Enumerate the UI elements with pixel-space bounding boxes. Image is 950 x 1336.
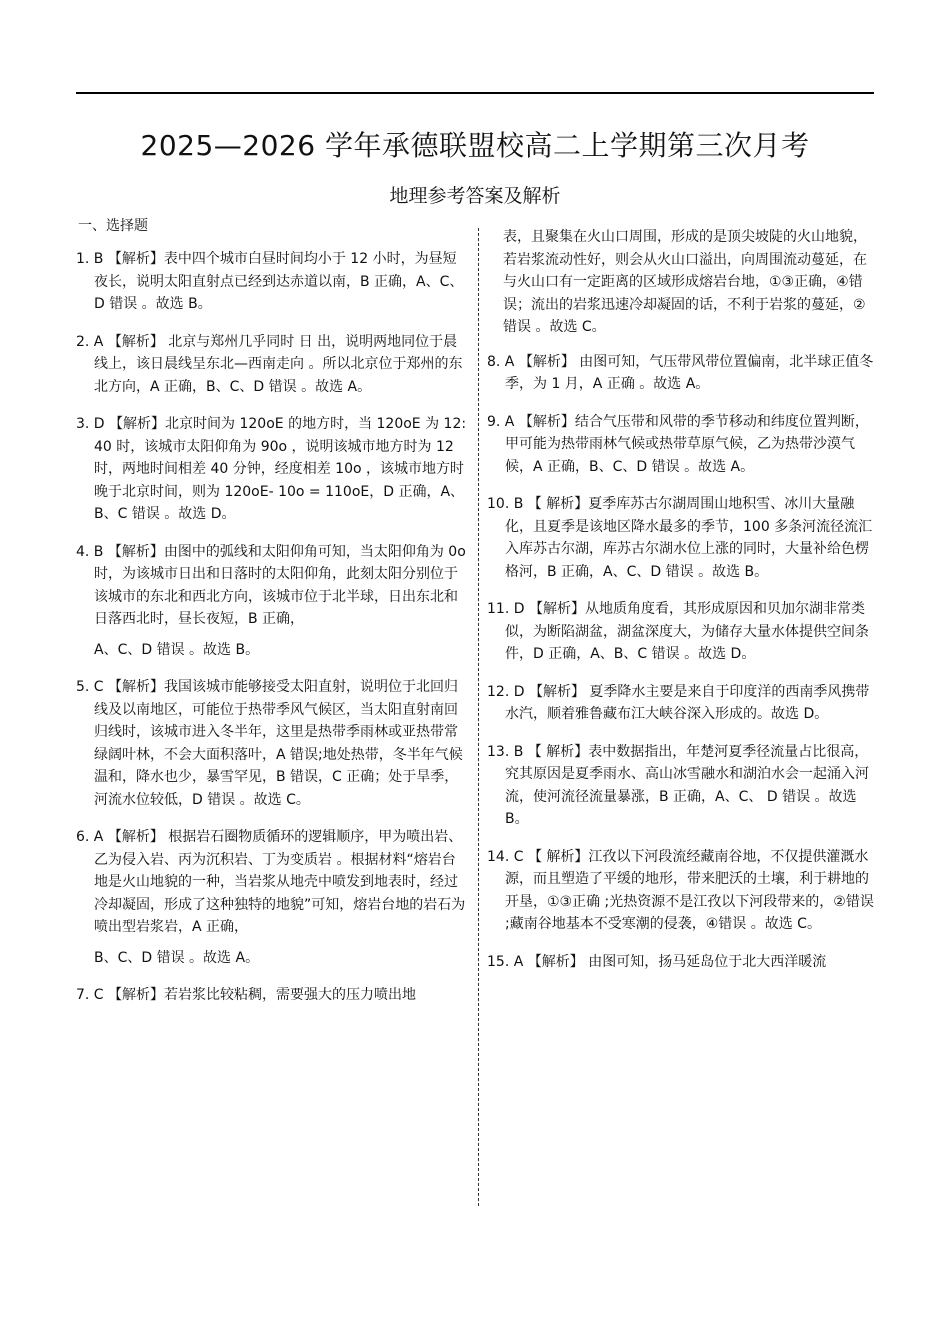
page-title: 2025—2026 学年承德联盟校高二上学期第三次月考 [140, 129, 810, 162]
answer-item-15: 15. A 【解析】 由图可知，扬马延岛位于北大西洋暖流 [487, 953, 827, 970]
answer-item-6: 6. A 【解析】 根据岩石圈物质循环的逻辑顺序，甲为喷出岩、乙为侵入岩、丙为沉积岩、丁为变质岩 。根据材料“熔岩台地是火山地貌的一种，当岩浆从地壳中喷发到地表时，经过冷却凝固，形成了这种独特的地貌”可知，熔岩台地的岩石为喷出型岩浆岩，A 正确， [76, 829, 466, 935]
left-column [76, 248, 468, 1022]
answer-item-11: 11. D 【解析】从地质角度看，其形成原因和贝加尔湖非常类似，为断陷湖盆，湖盆深度大，为储存大量水体提供空间条件，D 正确，A、B、C 错误 。故选 D。 [487, 601, 869, 662]
answer-item-12: 12. D 【解析】 夏季降水主要是来自于印度洋的西南季风携带水汽，顺着雅鲁藏布江大峡谷深入形成的。故选 D。 [487, 683, 870, 722]
answer-item-2: 2. A 【解析】 北京与郑州几乎同时 日 出，说明两地同位于晨线上，该日晨线呈东北—西南走向 。所以北京位于郑州的东北方向，A 正确，B、C、D 错误 。故选 A。 [76, 333, 463, 395]
section-heading: 一、选择题 [78, 218, 148, 234]
answer-item-7: 7. C 【解析】若岩浆比较粘稠，需要强大的压力喷出地 [76, 987, 417, 1003]
answer-item-10: 10. B 【 解析】夏季库苏古尔湖周围山地积雪、冰川大量融化，且夏季是该地区降水最多的季节，100 多条河流径流汇入库苏古尔湖，库苏古尔湖水位上涨的同时，大量补给色楞格河，B 正确，A、C、D 错误 。故选 B。 [487, 496, 873, 580]
header-rule [76, 92, 874, 94]
answer-item-4-continued: A、C、D 错误 。故选 B。 [94, 641, 260, 658]
answer-item-7-continued: 表，且聚集在火山口周围，形成的是顶尖坡陡的火山地貌，若岩浆流动性好，则会从火山口溢出，向周围流动蔓延，在与火山口有一定距离的区域形成熔岩台地，①③正确，④错误；流出的岩浆迅速冷却凝固的话，不利于岩浆的蔓延，②错误 。故选 C。 [503, 229, 867, 335]
right-column [487, 226, 875, 988]
answer-item-8: 8. A 【解析】 由图可知，气压带风带位置偏南，北半球正值冬季，为 1 月，A 正确 。故选 A。 [487, 353, 874, 392]
answer-item-1: 1. B 【解析】表中四个城市白昼时间均小于 12 小时，为昼短夜长，说明太阳直射点已经到达赤道以南，B 正确，A、C、D 错误 。故选 B。 [76, 251, 464, 312]
answer-item-5: 5. C 【解析】我国该城市能够接受太阳直射，说明位于北回归线及以南地区，可能位于热带季风气候区，当太阳直射南回归线时，该城市进入冬半年，这里是热带季雨林或亚热带常绿阔叶林，不会大面积落叶，A 错误;地处热带，冬半年气候温和，降水也少，暴雪罕见，B 错误，C 正确；处于旱季，河流水位较低，D 错误 。故选 C。 [76, 679, 463, 808]
page-subtitle: 地理参考答案及解析 [389, 185, 561, 207]
answer-item-14: 14. C 【 解析】江孜以下河段流经藏南谷地，不仅提供灌溉水源，而且塑造了平缓的地形，带来肥沃的土壤，利于耕地的开垦，①③正确 ;光热资源不是江孜以下河段带来的，②错误 ;藏南谷地基本不受寒潮的侵袭，④错误 。故选 C。 [487, 848, 874, 932]
answer-item-13: 13. B 【 解析】表中数据指出，年楚河夏季径流量占比很高，究其原因是夏季雨水、高山冰雪融水和湖泊水会一起涌入河流，使河流径流量暴涨，B 正确，A、C、 D 错误 。故选 B。 [487, 743, 869, 827]
answer-item-6-continued: B、C、D 错误 。故选 A。 [94, 949, 260, 966]
column-divider [478, 228, 479, 1206]
answer-item-3: 3. D 【解析】北京时间为 120oE 的地方时，当 120oE 为 12: 40 时，该城市太阳仰角为 90o ，说明该城市地方时为 12 时，两地时间相差 40 分钟，经度相差 10o ，该城市地方时晚于北京时间，则为 120oE- 10o = 110oE，D 正确，A、B、C 错误 。故选 D。 [76, 416, 467, 522]
answer-item-9: 9. A 【解析】结合气压带和风带的季节移动和纬度位置判断，甲可能为热带雨林气候或热带草原气候，乙为热带沙漠气候，A 正确，B、C、D 错误 。故选 A。 [487, 413, 869, 475]
answer-item-4: 4. B 【解析】由图中的弧线和太阳仰角可知，当太阳仰角为 0o 时，为该城市日出和日落时的太阳仰角，此刻太阳分别位于该城市的东北和西北方向，该城市位于北半球，日出东北和日落西北时，昼长夜短，B 正确， [76, 543, 466, 627]
